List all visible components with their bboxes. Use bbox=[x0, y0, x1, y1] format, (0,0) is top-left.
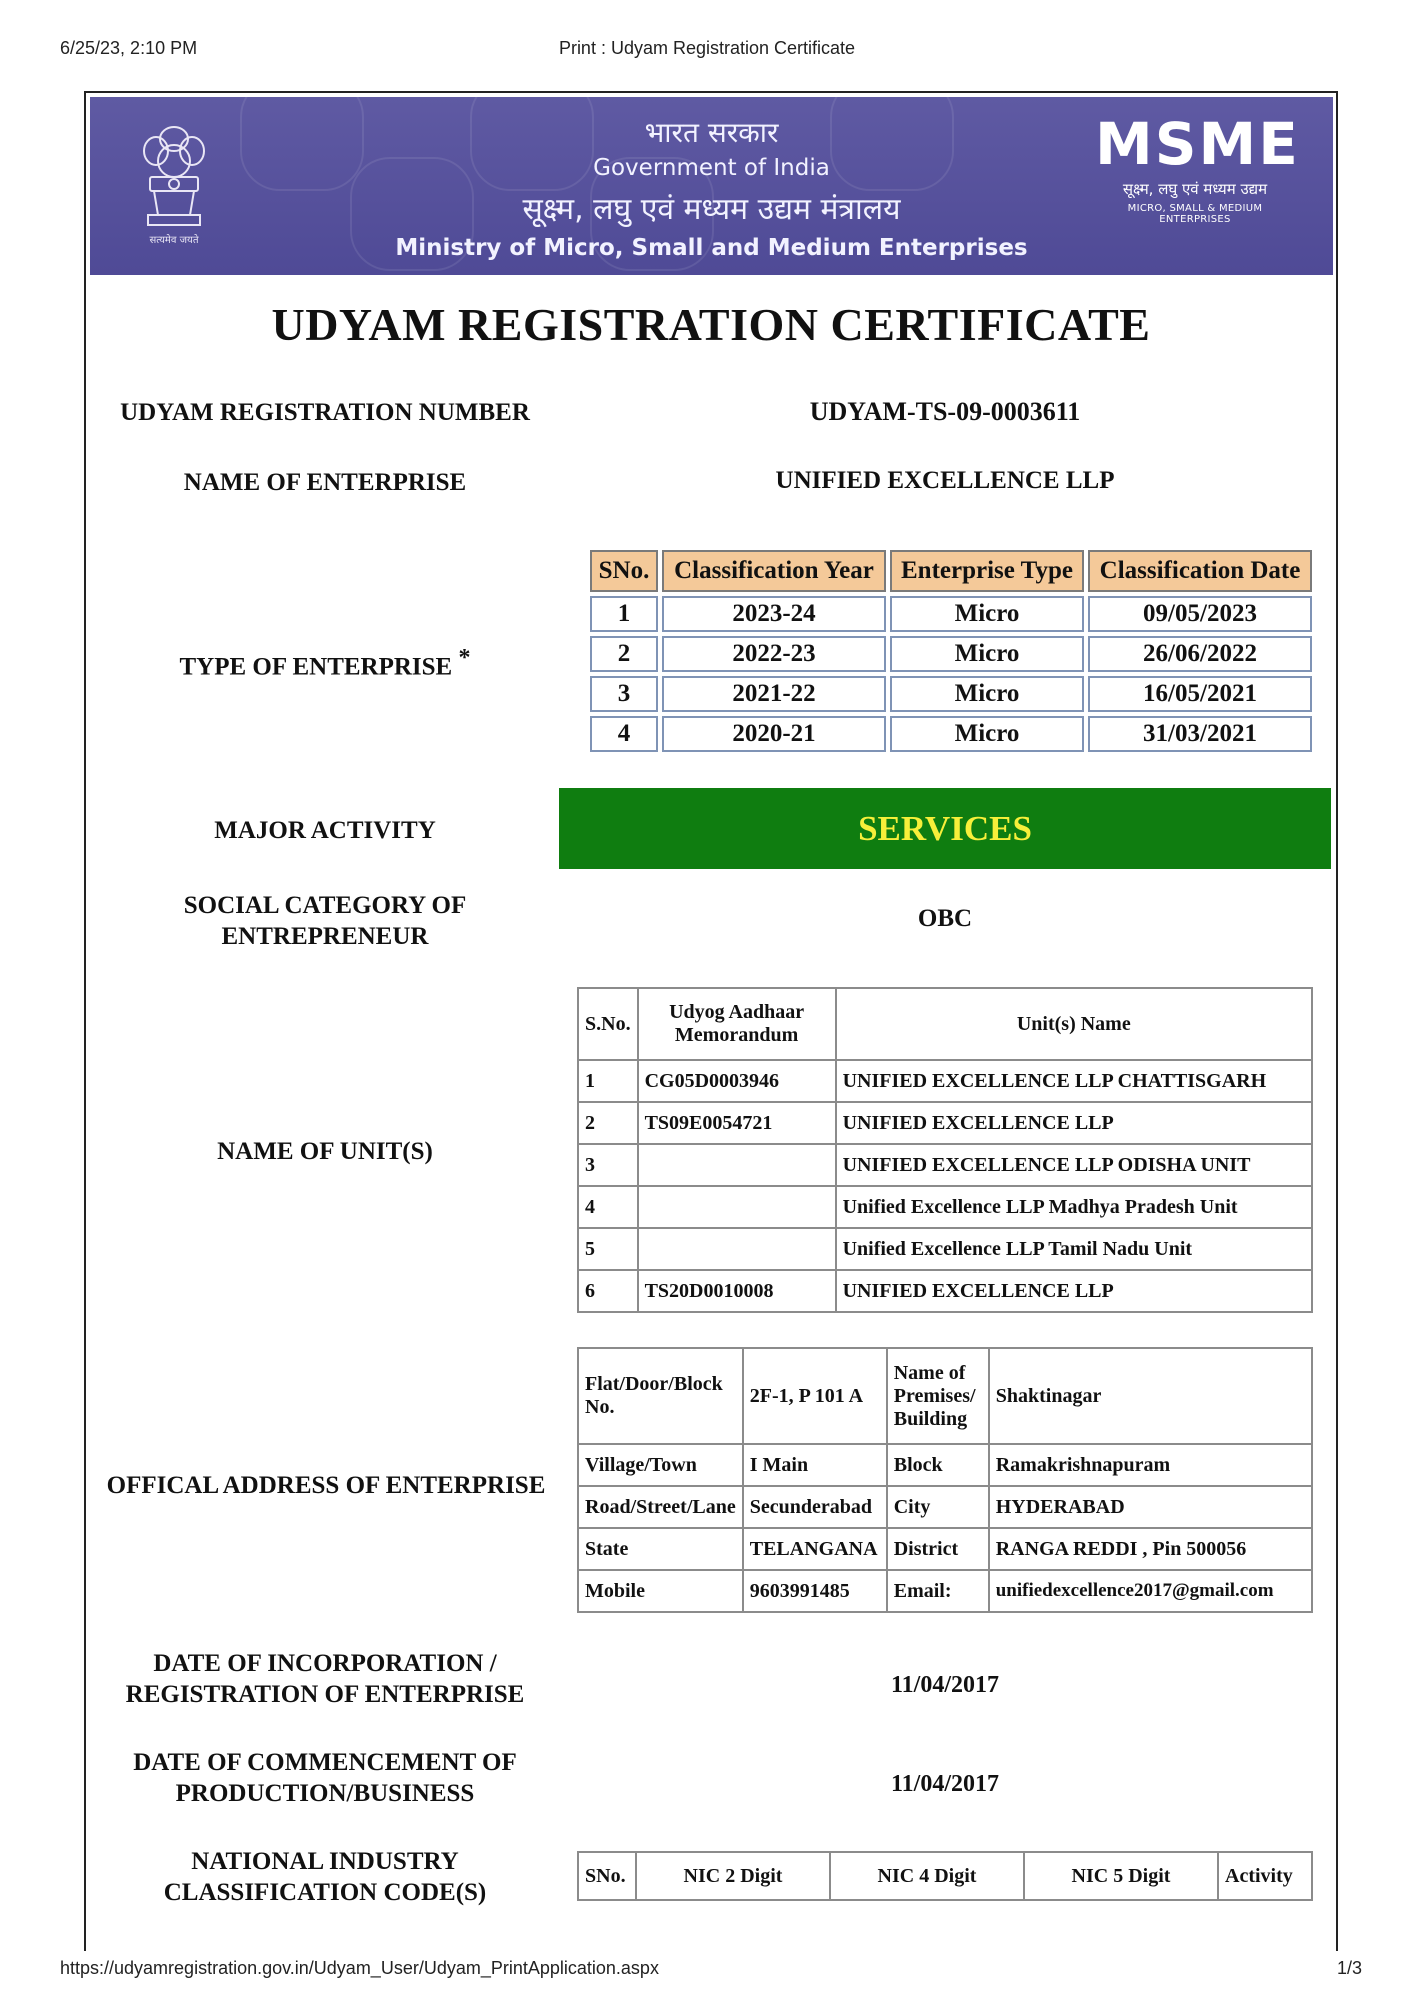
nic-header-activity: Activity bbox=[1218, 1852, 1312, 1900]
nic-header-2digit: NIC 2 Digit bbox=[636, 1852, 830, 1900]
address-key: Email: bbox=[887, 1570, 989, 1612]
address-key: Name of Premises/ Building bbox=[887, 1348, 989, 1444]
incorporation-label-line2: REGISTRATION OF ENTERPRISE bbox=[125, 1681, 525, 1708]
address-key: Flat/Door/Block No. bbox=[578, 1348, 743, 1444]
address-key: District bbox=[887, 1528, 989, 1570]
enterprise-type-label bbox=[100, 643, 550, 682]
nic-label-line2: CLASSIFICATION CODE(S) bbox=[163, 1879, 487, 1906]
classification-table bbox=[586, 546, 1316, 756]
classification-row bbox=[590, 596, 1312, 632]
nic-label bbox=[100, 1846, 550, 1908]
classification-cell: 1 bbox=[590, 596, 658, 632]
social-category-label-line1: SOCIAL CATEGORY OF bbox=[183, 892, 467, 919]
classification-cell: 16/05/2021 bbox=[1088, 676, 1312, 712]
classification-header-year: Classification Year bbox=[662, 550, 886, 592]
units-header-sno: S.No. bbox=[578, 988, 638, 1060]
address-value: HYDERABAD bbox=[989, 1486, 1312, 1528]
classification-cell: 09/05/2023 bbox=[1088, 596, 1312, 632]
nic-header-5digit: NIC 5 Digit bbox=[1024, 1852, 1218, 1900]
incorporation-label-line1: DATE OF INCORPORATION / bbox=[153, 1650, 497, 1677]
table-row bbox=[578, 1102, 1312, 1144]
hindi-government-label: भारत सरकार bbox=[644, 116, 779, 149]
msme-english-subtitle: MICRO, SMALL & MEDIUM ENTERPRISES bbox=[1127, 203, 1263, 225]
classification-cell: Micro bbox=[890, 636, 1084, 672]
classification-cell: Micro bbox=[890, 716, 1084, 752]
address-key: Block bbox=[887, 1444, 989, 1486]
table-row bbox=[578, 1486, 1312, 1528]
classification-cell: Micro bbox=[890, 596, 1084, 632]
table-row bbox=[578, 1060, 1312, 1102]
commencement-label-line1: DATE OF COMMENCEMENT OF bbox=[133, 1749, 517, 1776]
enterprise-type-asterisk: * bbox=[458, 645, 471, 671]
msme-logo bbox=[1095, 110, 1300, 235]
units-header-uam: Udyog Aadhaar Memorandum bbox=[638, 988, 836, 1060]
address-value: TELANGANA bbox=[743, 1528, 887, 1570]
unit-sno: 1 bbox=[578, 1060, 638, 1102]
print-url: https://udyamregistration.gov.in/Udyam_User/Udyam_PrintApplication.aspx bbox=[60, 1958, 659, 1978]
unit-uam: TS09E0054721 bbox=[638, 1102, 836, 1144]
table-row bbox=[578, 1444, 1312, 1486]
enterprise-name-value: UNIFIED EXCELLENCE LLP bbox=[775, 467, 1115, 494]
classification-cell: 3 bbox=[590, 676, 658, 712]
table-row bbox=[578, 1348, 1312, 1444]
table-row bbox=[578, 1186, 1312, 1228]
unit-name: UNIFIED EXCELLENCE LLP bbox=[836, 1270, 1312, 1312]
address-key: Village/Town bbox=[578, 1444, 743, 1486]
address-value: 9603991485 bbox=[743, 1570, 887, 1612]
table-row bbox=[578, 1270, 1312, 1312]
commencement-date: 11/04/2017 bbox=[890, 1771, 999, 1797]
table-row bbox=[578, 1528, 1312, 1570]
classification-header-date: Classification Date bbox=[1088, 550, 1312, 592]
classification-row bbox=[590, 636, 1312, 672]
address-key: Road/Street/Lane bbox=[578, 1486, 743, 1528]
classification-cell: 31/03/2021 bbox=[1088, 716, 1312, 752]
classification-cell: 2 bbox=[590, 636, 658, 672]
address-value: I Main bbox=[743, 1444, 887, 1486]
unit-uam: TS20D0010008 bbox=[638, 1270, 836, 1312]
government-banner bbox=[90, 97, 1333, 275]
address-value: Ramakrishnapuram bbox=[989, 1444, 1312, 1486]
address-key: State bbox=[578, 1528, 743, 1570]
unit-sno: 2 bbox=[578, 1102, 638, 1144]
classification-row bbox=[590, 676, 1312, 712]
nic-header-row bbox=[578, 1852, 1312, 1900]
print-title: Print : Udyam Registration Certificate bbox=[558, 38, 856, 58]
incorporation-label bbox=[100, 1648, 550, 1710]
unit-sno: 4 bbox=[578, 1186, 638, 1228]
unit-sno: 6 bbox=[578, 1270, 638, 1312]
address-value: Shaktinagar bbox=[989, 1348, 1312, 1444]
english-ministry-label: Ministry of Micro, Small and Medium Enterprises bbox=[395, 235, 1028, 261]
table-row bbox=[578, 1144, 1312, 1186]
classification-cell: 26/06/2022 bbox=[1088, 636, 1312, 672]
classification-cell: 4 bbox=[590, 716, 658, 752]
enterprise-type-label-text: TYPE OF ENTERPRISE bbox=[179, 653, 453, 681]
commencement-label bbox=[100, 1747, 550, 1809]
major-activity-label: MAJOR ACTIVITY bbox=[214, 817, 436, 844]
classification-cell: 2020-21 bbox=[662, 716, 886, 752]
units-table bbox=[577, 987, 1313, 1313]
unit-uam bbox=[638, 1186, 836, 1228]
incorporation-date: 11/04/2017 bbox=[890, 1672, 999, 1698]
nic-header-4digit: NIC 4 Digit bbox=[830, 1852, 1024, 1900]
reg-number-label: UDYAM REGISTRATION NUMBER bbox=[120, 399, 530, 426]
table-row bbox=[578, 1228, 1312, 1270]
unit-name: Unified Excellence LLP Tamil Nadu Unit bbox=[836, 1228, 1312, 1270]
unit-name: Unified Excellence LLP Madhya Pradesh Unit bbox=[836, 1186, 1312, 1228]
nic-table bbox=[577, 1851, 1313, 1901]
address-value: Secunderabad bbox=[743, 1486, 887, 1528]
social-category-label-line2: ENTREPRENEUR bbox=[221, 923, 429, 950]
units-header-name: Unit(s) Name bbox=[836, 988, 1312, 1060]
address-table bbox=[577, 1347, 1313, 1613]
unit-uam: CG05D0003946 bbox=[638, 1060, 836, 1102]
enterprise-name-label: NAME OF ENTERPRISE bbox=[183, 469, 467, 496]
address-value: unifiedexcellence2017@gmail.com bbox=[989, 1570, 1312, 1612]
classification-cell: 2022-23 bbox=[662, 636, 886, 672]
reg-number-value: UDYAM-TS-09-0003611 bbox=[809, 397, 1081, 426]
units-label: NAME OF UNIT(S) bbox=[217, 1138, 433, 1165]
nic-label-line1: NATIONAL INDUSTRY bbox=[191, 1848, 459, 1875]
social-category-value: OBC bbox=[917, 905, 973, 932]
address-key: Mobile bbox=[578, 1570, 743, 1612]
classification-cell: Micro bbox=[890, 676, 1084, 712]
unit-name: UNIFIED EXCELLENCE LLP CHATTISGARH bbox=[836, 1060, 1312, 1102]
units-header-row bbox=[578, 988, 1312, 1060]
address-value: RANGA REDDI , Pin 500056 bbox=[989, 1528, 1312, 1570]
classification-header-sno: SNo. bbox=[590, 550, 658, 592]
english-government-label: Government of India bbox=[593, 155, 830, 181]
certificate-title: UDYAM REGISTRATION CERTIFICATE bbox=[271, 299, 1151, 350]
classification-row bbox=[590, 716, 1312, 752]
address-key: City bbox=[887, 1486, 989, 1528]
address-value: 2F-1, P 101 A bbox=[743, 1348, 887, 1444]
classification-header-row bbox=[590, 550, 1312, 592]
classification-cell: 2023-24 bbox=[662, 596, 886, 632]
classification-cell: 2021-22 bbox=[662, 676, 886, 712]
unit-sno: 3 bbox=[578, 1144, 638, 1186]
unit-name: UNIFIED EXCELLENCE LLP ODISHA UNIT bbox=[836, 1144, 1312, 1186]
print-date: 6/25/23, 2:10 PM bbox=[60, 38, 198, 58]
msme-logo-text: MSME bbox=[1095, 110, 1300, 178]
classification-header-type: Enterprise Type bbox=[890, 550, 1084, 592]
unit-name: UNIFIED EXCELLENCE LLP bbox=[836, 1102, 1312, 1144]
unit-sno: 5 bbox=[578, 1228, 638, 1270]
address-label: OFFICAL ADDRESS OF ENTERPRISE bbox=[106, 1472, 546, 1499]
msme-hindi-subtitle: सूक्ष्म, लघु एवं मध्यम उद्यम bbox=[1122, 180, 1268, 198]
emblem-motto: सत्यमेव जयते bbox=[149, 235, 199, 246]
table-row bbox=[578, 1570, 1312, 1612]
commencement-label-line2: PRODUCTION/BUSINESS bbox=[175, 1780, 475, 1807]
nic-header-sno: SNo. bbox=[578, 1852, 636, 1900]
major-activity-value: SERVICES bbox=[559, 788, 1331, 869]
page-number: 1/3 bbox=[1336, 1958, 1362, 1978]
unit-uam bbox=[638, 1144, 836, 1186]
social-category-label bbox=[100, 890, 550, 952]
hindi-ministry-label: सूक्ष्म, लघु एवं मध्यम उद्यम मंत्रालय bbox=[522, 192, 901, 227]
unit-uam bbox=[638, 1228, 836, 1270]
